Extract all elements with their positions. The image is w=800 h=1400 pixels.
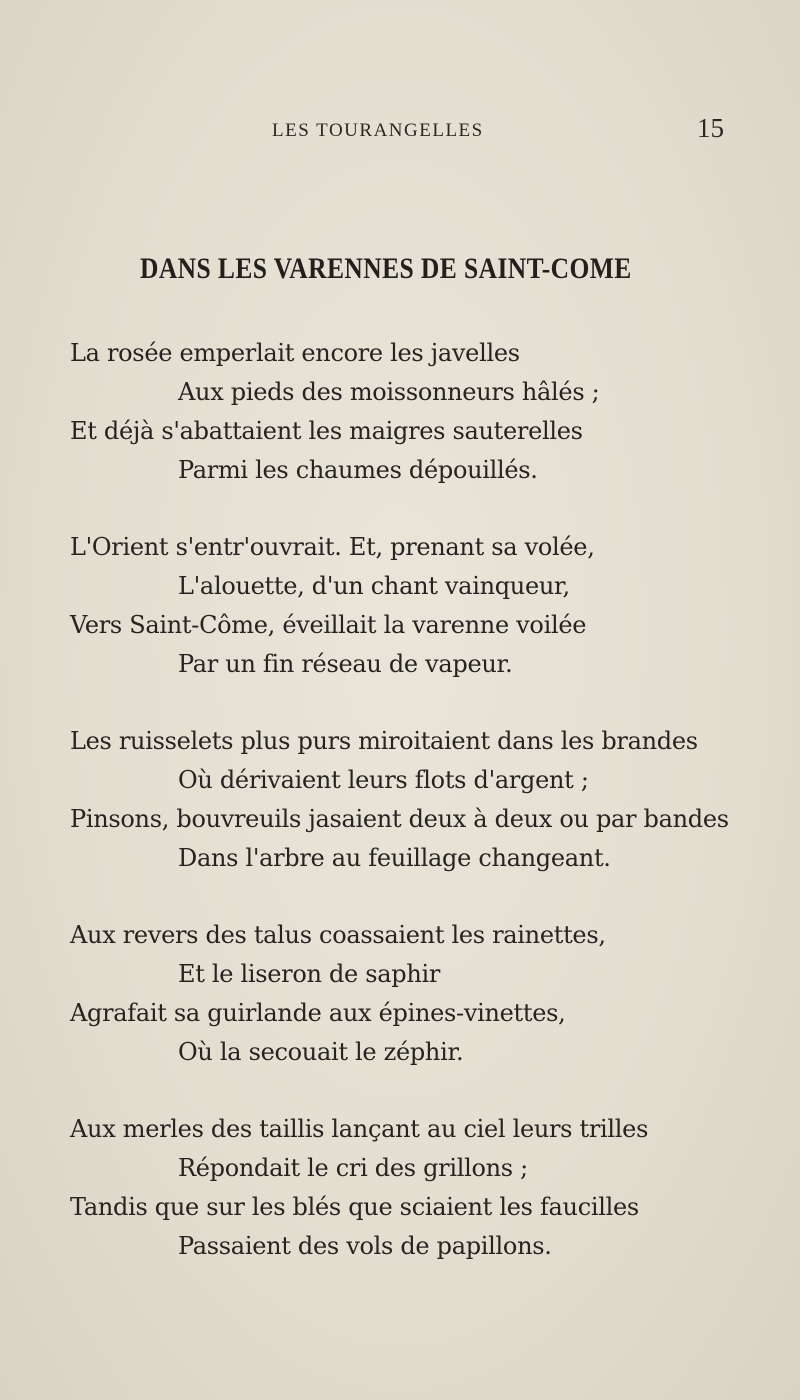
- stanza-1: [0, 334, 800, 490]
- verse-line: Les ruisselets plus purs miroitaient dans les brandes: [70, 727, 698, 755]
- verse-line: Vers Saint-Côme, éveillait la varenne voilée: [70, 611, 587, 639]
- verse-line: Répondait le cri des grillons ;: [178, 1154, 528, 1182]
- verse-line: L'Orient s'entr'ouvrait. Et, prenant sa volée,: [70, 533, 595, 561]
- stanza-4: [0, 916, 800, 1072]
- verse-line: L'alouette, d'un chant vainqueur,: [178, 572, 570, 600]
- verse-line: Parmi les chaumes dépouillés.: [178, 456, 538, 484]
- verse-line: La rosée emperlait encore les javelles: [70, 339, 520, 367]
- stanza-5: [0, 1110, 800, 1266]
- verse-line: Aux merles des taillis lançant au ciel leurs trilles: [70, 1115, 649, 1143]
- verse-line: Aux pieds des moissonneurs hâlés ;: [178, 378, 600, 406]
- verse-line: Agrafait sa guirlande aux épines-vinettes,: [70, 999, 566, 1027]
- poem-title: DANS LES VARENNES DE SAINT-COME: [140, 252, 632, 285]
- verse-line: Passaient des vols de papillons.: [178, 1232, 552, 1260]
- verse-line: Pinsons, bouvreuils jasaient deux à deux ou par bandes: [70, 805, 729, 833]
- poem-body: [0, 334, 800, 1304]
- verse-line: Où la secouait le zéphir.: [178, 1038, 464, 1066]
- verse-line: Et le liseron de saphir: [178, 960, 441, 988]
- stanza-2: [0, 528, 800, 684]
- verse-line: Dans l'arbre au feuillage changeant.: [178, 844, 611, 872]
- verse-line: Tandis que sur les blés que sciaient les faucilles: [70, 1193, 639, 1221]
- verse-line: Par un fin réseau de vapeur.: [178, 650, 513, 678]
- running-title: LES TOURANGELLES: [272, 120, 484, 141]
- page-number: 15: [697, 113, 724, 143]
- verse-line: Où dérivaient leurs flots d'argent ;: [178, 766, 589, 794]
- stanza-3: [0, 722, 800, 878]
- verse-line: Et déjà s'abattaient les maigres sauterelles: [70, 417, 583, 445]
- verse-line: Aux revers des talus coassaient les rainettes,: [70, 921, 606, 949]
